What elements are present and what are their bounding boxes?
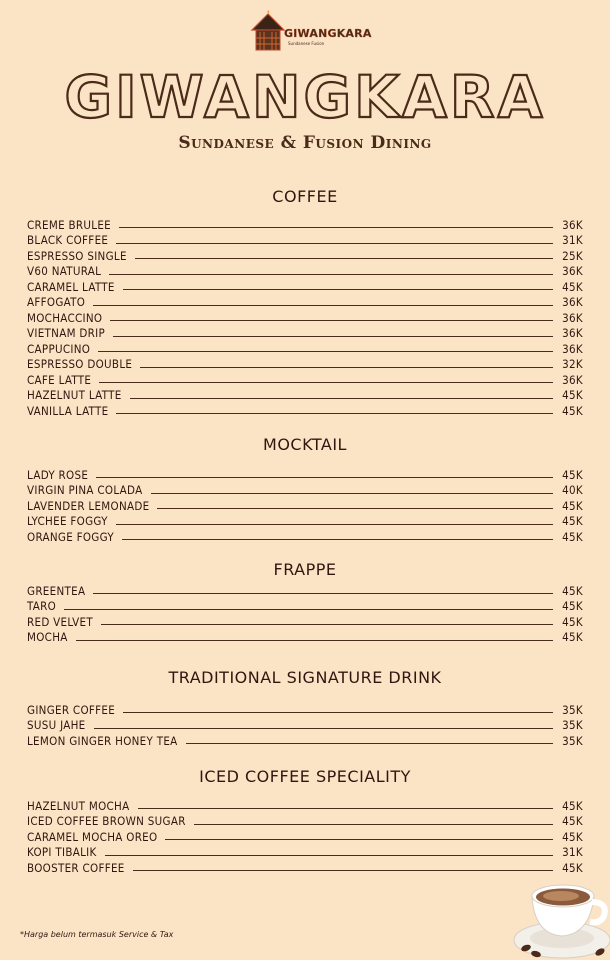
item-price: 45K [562, 529, 583, 544]
dotted-leader [151, 493, 554, 494]
menu-item [27, 217, 583, 233]
item-price: 25K [562, 248, 583, 263]
item-price: 45K [562, 514, 583, 529]
item-name: CARAMEL LATTE [27, 279, 115, 294]
dotted-leader [116, 413, 553, 414]
item-price: 45K [562, 498, 583, 513]
item-name: ICED COFFEE BROWN SUGAR [27, 814, 186, 829]
dotted-leader [93, 305, 553, 306]
menu-item [27, 467, 583, 483]
dotted-leader [130, 398, 553, 399]
menu-item [27, 326, 583, 342]
brand-tagline: Sundanese & Fusion Dining [178, 133, 432, 153]
dotted-leader [133, 870, 553, 871]
item-price: 36K [562, 341, 583, 356]
dotted-leader [123, 289, 553, 290]
section-title-traditional: TRADITIONAL SIGNATURE DRINK [168, 668, 442, 687]
menu-item [27, 529, 583, 545]
dotted-leader [135, 258, 553, 259]
item-name: BOOSTER COFFEE [27, 860, 125, 875]
item-name: CAPPUCINO [27, 341, 91, 356]
menu-item [27, 403, 583, 419]
item-name: CARAMEL MOCHA OREO [27, 829, 158, 844]
menu-item [27, 357, 583, 373]
item-price: 36K [562, 326, 583, 341]
dotted-leader [105, 855, 553, 856]
item-price: 36K [562, 217, 583, 232]
dotted-leader [93, 593, 553, 594]
item-name: TARO [27, 599, 57, 614]
logo-wordmark: GIWANGKARA [284, 27, 372, 40]
item-price: 45K [562, 467, 583, 482]
item-name: AFFOGATO [27, 295, 86, 310]
item-price: 45K [562, 388, 583, 403]
section-title-mocktail: MOCKTAIL [263, 435, 347, 454]
menu-item [27, 845, 583, 861]
item-name: LYCHEE FOGGY [27, 514, 108, 529]
menu-item [27, 279, 583, 295]
dotted-leader [122, 539, 553, 540]
item-name: RED VELVET [27, 614, 94, 629]
dotted-leader [109, 274, 553, 275]
item-name: GREENTEA [27, 583, 86, 598]
brand-title: GIWANGKARA [64, 63, 546, 131]
menu-item [27, 514, 583, 530]
dotted-leader [116, 524, 553, 525]
item-name: ORANGE FOGGY [27, 529, 114, 544]
dotted-leader [116, 243, 553, 244]
dotted-leader [64, 609, 553, 610]
item-name: CAFE LATTE [27, 372, 92, 387]
item-name: BLACK COFFEE [27, 233, 109, 248]
item-name: ESPRESSO DOUBLE [27, 357, 133, 372]
item-name: LAVENDER LEMONADE [27, 498, 150, 513]
menu-item [27, 630, 583, 646]
item-name: VANILLA LATTE [27, 403, 109, 418]
item-name: HAZELNUT LATTE [27, 388, 122, 403]
menu-item [27, 814, 583, 830]
dotted-leader [110, 320, 553, 321]
menu-item [27, 733, 583, 749]
item-price: 31K [562, 845, 583, 860]
section-title-frappe: FRAPPE [273, 560, 337, 579]
menu-item [27, 798, 583, 814]
dotted-leader [140, 367, 553, 368]
dotted-leader [186, 743, 553, 744]
item-name: MOCHA [27, 630, 68, 645]
item-name: HAZELNUT MOCHA [27, 798, 130, 813]
house-icon [248, 10, 288, 52]
menu-item [27, 388, 583, 404]
item-price: 36K [562, 264, 583, 279]
menu-item [27, 599, 583, 615]
section-title-coffee: COFFEE [272, 187, 338, 206]
item-price: 31K [562, 233, 583, 248]
dotted-leader [113, 336, 553, 337]
dotted-leader [76, 640, 553, 641]
item-name: SUSU JAHE [27, 718, 86, 733]
item-price: 36K [562, 310, 583, 325]
dotted-leader [123, 712, 553, 713]
item-price: 45K [562, 599, 583, 614]
item-name: CREME BRULEE [27, 217, 111, 232]
item-price: 40K [562, 483, 583, 498]
menu-item [27, 483, 583, 499]
item-name: LEMON GINGER HONEY TEA [27, 733, 178, 748]
item-name: GINGER COFFEE [27, 702, 116, 717]
logo-subtext: Sundanese Fusion [288, 41, 325, 46]
restaurant-logo [248, 10, 372, 52]
item-name: VIETNAM DRIP [27, 326, 106, 341]
menu-item [27, 718, 583, 734]
section-title-iced-coffee: ICED COFFEE SPECIALITY [199, 767, 411, 786]
item-price: 32K [562, 357, 583, 372]
item-price: 45K [562, 860, 583, 875]
menu-item [27, 614, 583, 630]
dotted-leader [119, 227, 553, 228]
dotted-leader [99, 382, 553, 383]
menu-item [27, 372, 583, 388]
item-name: V60 NATURAL [27, 264, 102, 279]
item-price: 45K [562, 279, 583, 294]
menu-item [27, 341, 583, 357]
item-price: 45K [562, 798, 583, 813]
menu-item [27, 248, 583, 264]
dotted-leader [157, 508, 553, 509]
dotted-leader [101, 624, 553, 625]
item-price: 45K [562, 814, 583, 829]
dotted-leader [138, 808, 553, 809]
item-price: 45K [562, 403, 583, 418]
dotted-leader [98, 351, 553, 352]
item-price: 35K [562, 718, 583, 733]
dotted-leader [96, 477, 553, 478]
item-price: 45K [562, 614, 583, 629]
menu-item [27, 583, 583, 599]
item-price: 36K [562, 295, 583, 310]
item-price: 45K [562, 829, 583, 844]
menu-item [27, 295, 583, 311]
item-name: VIRGIN PINA COLADA [27, 483, 143, 498]
item-price: 35K [562, 733, 583, 748]
menu-item [27, 702, 583, 718]
item-price: 45K [562, 583, 583, 598]
menu-item [27, 233, 583, 249]
dotted-leader [94, 728, 553, 729]
menu-item [27, 310, 583, 326]
item-name: KOPI TIBALIK [27, 845, 97, 860]
dotted-leader [194, 824, 553, 825]
dotted-leader [165, 839, 553, 840]
menu-item [27, 829, 583, 845]
item-name: ESPRESSO SINGLE [27, 248, 127, 263]
item-name: LADY ROSE [27, 467, 89, 482]
footnote: *Harga belum termasuk Service & Tax [20, 930, 174, 939]
item-price: 45K [562, 630, 583, 645]
item-price: 35K [562, 702, 583, 717]
menu-item [27, 264, 583, 280]
coffee-cup-icon [512, 872, 610, 960]
menu-item [27, 860, 583, 876]
item-name: MOCHACCINO [27, 310, 103, 325]
menu-item [27, 498, 583, 514]
item-price: 36K [562, 372, 583, 387]
